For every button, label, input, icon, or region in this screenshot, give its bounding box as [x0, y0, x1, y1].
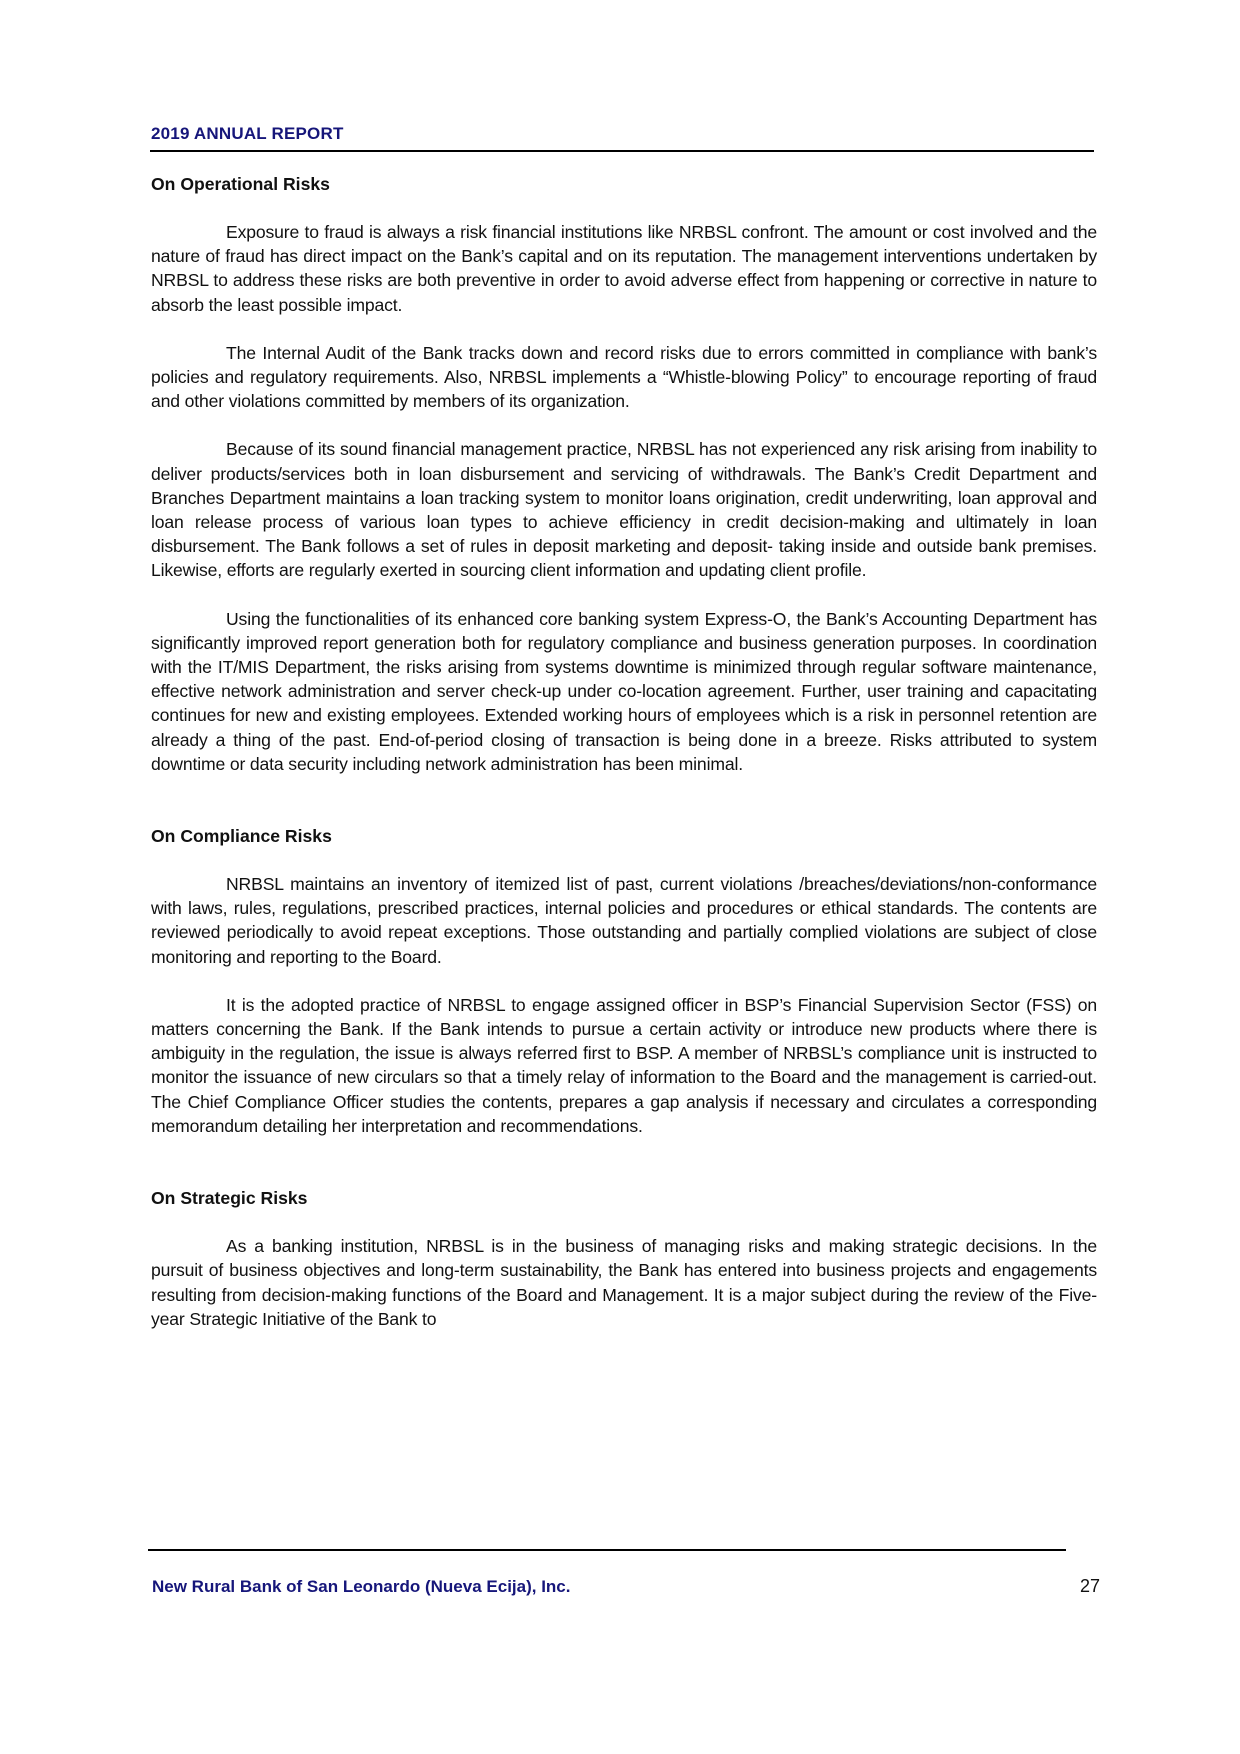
footer-organization: New Rural Bank of San Leonardo (Nueva Ecija), Inc.: [152, 1577, 571, 1596]
paragraph: As a banking institution, NRBSL is in the business of managing risks and making strategic decisions. In the pursuit of business objectives and long-term sustainability, the Bank has entered into business projects and engagements resulting from decision-making functions of the Board and Management. It is a major subject during the review of the Five-year Strategic Initiative of the Bank to: [151, 1236, 1097, 1329]
paragraph: The Internal Audit of the Bank tracks down and record risks due to errors committed in compliance with bank’s policies and regulatory requirements. Also, NRBSL implements a “Whistle-blowing Policy” to encourage reporting of fraud and other violations committed by members of its organization.: [151, 342, 1097, 412]
page-body: [151, 172, 1097, 1355]
paragraph: It is the adopted practice of NRBSL to engage assigned officer in BSP’s Financial Supervision Sector (FSS) on matters concerning the Bank. If the Bank intends to pursue a certain activity or introduce new products where there is ambiguity in the regulation, the issue is always referred first to BSP. A member of NRBSL’s compliance unit is instructed to monitor the issuance of new circulars so that a timely relay of information to the Board and the management is carried-out. The Chief Compliance Officer studies the contents, prepares a gap analysis if necessary and circulates a corresponding memorandum detailing her interpretation and recommendations.: [151, 994, 1097, 1136]
paragraph: Using the functionalities of its enhanced core banking system Express-O, the Bank’s Accounting Department has significantly improved report generation both for regulatory compliance and business generation purposes. In coordination with the IT/MIS Department, the risks arising from systems downtime is minimized through regular software maintenance, effective network administration and server check-up under co-location agreement. Further, user training and capacitating continues for new and existing employees. Extended working hours of employees which is a risk in personnel retention are already a thing of the past. End-of-period closing of transaction is being done in a breeze. Risks attributed to system downtime or data security including network administration has been minimal.: [151, 608, 1097, 774]
footer-rule: [148, 1549, 1066, 1551]
section-heading: On Operational Risks: [151, 174, 330, 194]
section-strategic-risks: [151, 1186, 1097, 1331]
paragraph: Because of its sound financial management practice, NRBSL has not experienced any risk arising from inability to deliver products/services both in loan disbursement and servicing of withdrawals. The Bank’s Credit Department and Branches Department maintains a loan tracking system to monitor loans origination, credit underwriting, loan approval and loan release process of various loan types to achieve efficiency in credit decision-making and ultimately in loan disbursement. The Bank follows a set of rules in deposit marketing and deposit- taking inside and outside bank premises. Likewise, efforts are regularly exerted in sourcing client information and updating client profile.: [151, 439, 1097, 581]
page-number: 27: [1079, 1576, 1100, 1596]
section-heading: On Strategic Risks: [151, 1188, 308, 1209]
paragraph: NRBSL maintains an inventory of itemized list of past, current violations /breaches/deviations/non-conformance with laws, rules, regulations, prescribed practices, internal policies and procedures or ethical standards. The contents are reviewed periodically to avoid repeat exceptions. Those outstanding and partially complied violations are subject of close monitoring and reporting to the Board.: [151, 874, 1097, 967]
section-heading: On Compliance Risks: [151, 826, 332, 847]
running-header: 2019 ANNUAL REPORT: [151, 124, 344, 143]
section-operational-risks: [151, 172, 1097, 776]
paragraph: Exposure to fraud is always a risk financial institutions like NRBSL confront. The amount or cost involved and the nature of fraud has direct impact on the Bank’s capital and on its reputation. The management interventions undertaken by NRBSL to address these risks are both preventive in order to avoid adverse effect from happening or corrective in nature to absorb the least possible impact.: [151, 222, 1097, 315]
header-rule: [150, 150, 1094, 152]
section-compliance-risks: [151, 824, 1097, 1138]
